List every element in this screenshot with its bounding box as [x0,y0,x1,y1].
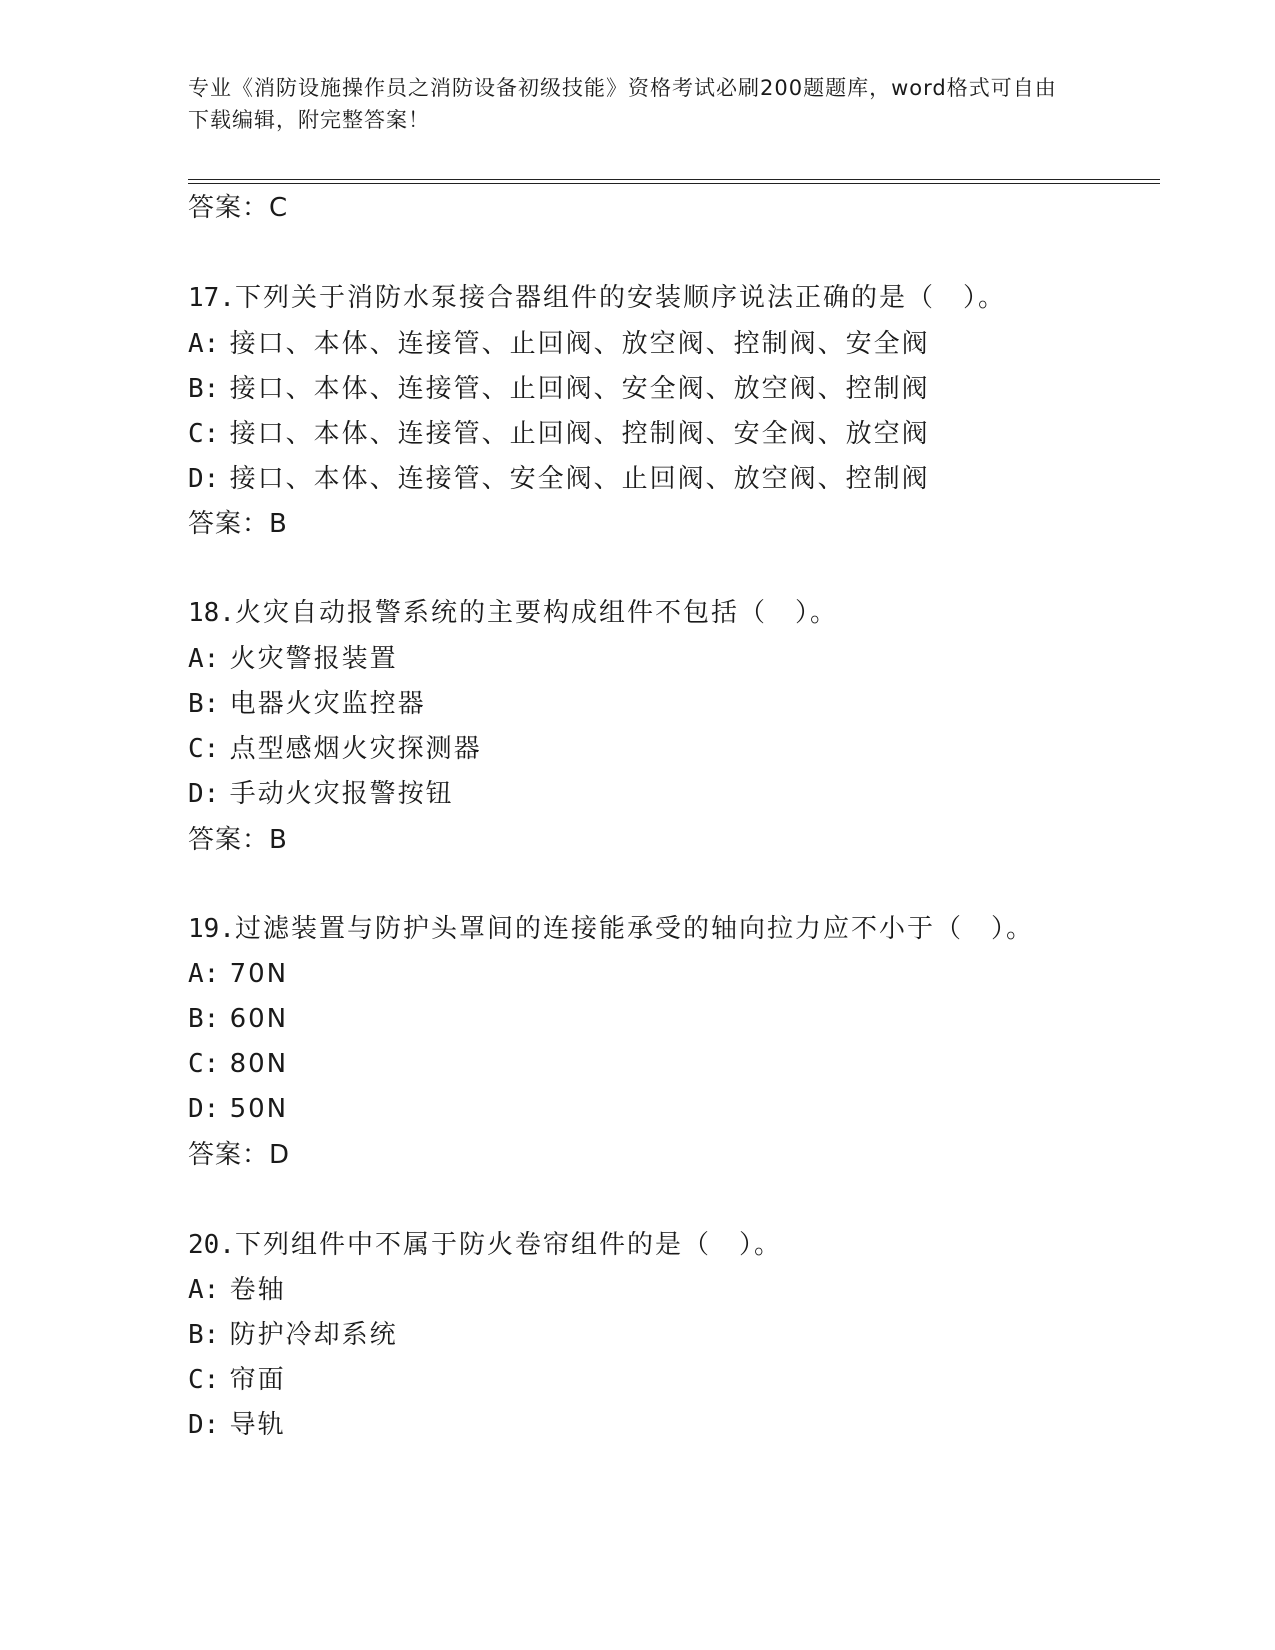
question-20-stem [188,1229,782,1261]
option-letter: C: [188,1049,220,1079]
option-text: 60N [229,1004,289,1034]
question-20-option-d [188,1409,286,1441]
header-divider-bottom [188,183,1160,184]
option-letter: D: [188,1094,220,1124]
option-text: 接口、本体、连接管、止回阀、控制阀、安全阀、放空阀 [229,419,930,449]
question-17-option-a [188,328,930,360]
option-letter: A: [188,644,220,674]
question-18-option-a [188,643,398,675]
question-18-stem [188,597,838,629]
question-18-option-d [188,778,454,810]
option-text: 防护冷却系统 [229,1320,398,1350]
option-text: 火灾警报装置 [229,644,398,674]
question-17-option-c [188,418,930,450]
option-text: 帘面 [229,1365,286,1395]
option-text: 接口、本体、连接管、止回阀、放空阀、控制阀、安全阀 [229,329,930,359]
option-letter: D: [188,779,220,809]
answer-17: 答案：B [188,509,288,539]
question-20-option-c [188,1364,286,1396]
question-19-option-c [188,1048,288,1080]
option-text: 导轨 [229,1410,286,1440]
answer-18: 答案：B [188,825,288,855]
question-text: 火灾自动报警系统的主要构成组件不包括（ ）。 [234,598,838,628]
option-text: 卷轴 [229,1275,286,1305]
option-letter: D: [188,464,220,494]
option-text: 80N [229,1049,289,1079]
option-text: 70N [229,959,289,989]
question-number: 17. [188,283,235,313]
option-letter: B: [188,374,220,404]
answer-19: 答案：D [188,1140,291,1170]
question-20-option-b [188,1319,398,1351]
question-number: 19. [188,914,235,944]
option-letter: B: [188,1320,220,1350]
option-letter: B: [188,689,220,719]
option-letter: A: [188,1275,220,1305]
question-18-option-b [188,688,426,720]
question-18-option-c [188,733,482,765]
document-header: 专业《消防设施操作员之消防设备初级技能》资格考试必刷200题题库，word格式可自由下载编辑，附完整答案！ [188,76,1057,132]
question-20-option-a [188,1274,286,1306]
option-letter: A: [188,329,220,359]
question-19-option-a [188,958,288,990]
header-divider-top [188,179,1160,180]
option-letter: C: [188,419,220,449]
option-letter: C: [188,734,220,764]
question-number: 20. [188,1230,235,1260]
question-17-stem [188,282,1006,314]
option-letter: C: [188,1365,220,1395]
option-letter: B: [188,1004,220,1034]
question-19-stem [188,913,1034,945]
option-text: 接口、本体、连接管、止回阀、安全阀、放空阀、控制阀 [229,374,930,404]
option-letter: D: [188,1410,220,1440]
option-text: 点型感烟火灾探测器 [229,734,482,764]
question-text: 下列组件中不属于防火卷帘组件的是（ ）。 [234,1230,782,1260]
question-text: 过滤装置与防护头罩间的连接能承受的轴向拉力应不小于（ ）。 [234,914,1034,944]
option-letter: A: [188,959,220,989]
question-17-option-b [188,373,930,405]
question-number: 18. [188,598,235,628]
question-17-option-d [188,463,930,495]
option-text: 50N [229,1094,289,1124]
question-text: 下列关于消防水泵接合器组件的安装顺序说法正确的是（ ）。 [234,283,1006,313]
answer-16: 答案：C [188,193,289,223]
question-19-option-d [188,1093,288,1125]
option-text: 接口、本体、连接管、安全阀、止回阀、放空阀、控制阀 [229,464,930,494]
option-text: 电器火灾监控器 [229,689,426,719]
option-text: 手动火灾报警按钮 [229,779,454,809]
question-19-option-b [188,1003,288,1035]
